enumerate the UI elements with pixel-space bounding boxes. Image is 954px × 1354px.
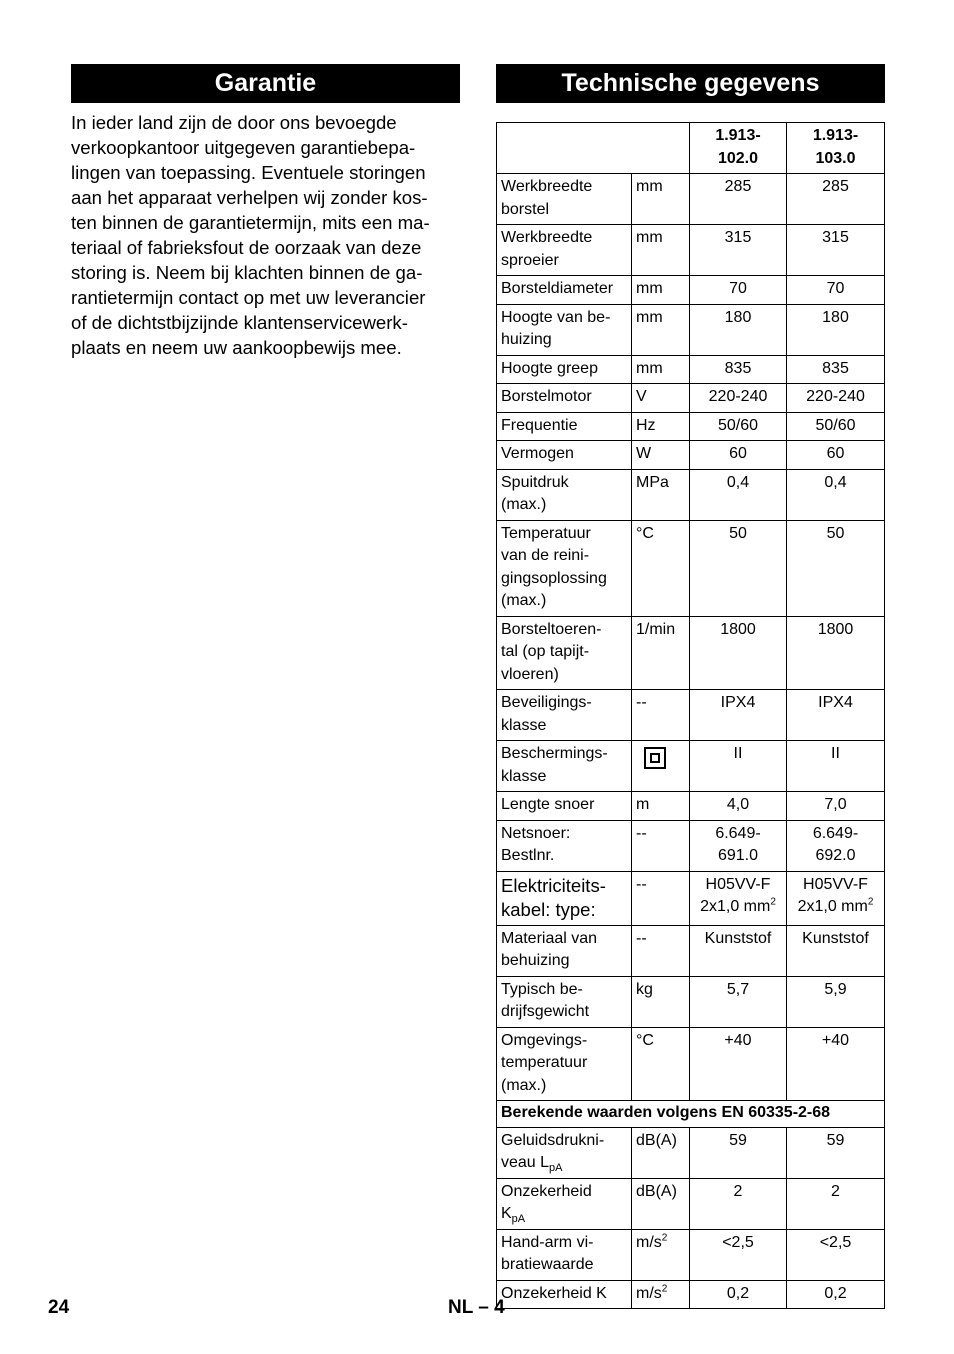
garantie-line: rantietermijn contact op met uw leverancier <box>71 287 426 308</box>
cell-line: Vermogen <box>501 445 574 462</box>
unit-text: -- <box>636 694 647 711</box>
garantie-text <box>71 110 463 360</box>
cell-line: Werkbreedte <box>501 229 593 246</box>
cell-line: Hoogte greep <box>501 359 598 377</box>
label-subscript: pA <box>511 1213 526 1226</box>
cell-line: 50/60 <box>717 416 759 434</box>
row-value-cell <box>787 1280 885 1309</box>
row-value-cell <box>787 792 885 821</box>
row-unit-cell <box>632 820 690 871</box>
cell-line: 7,0 <box>824 796 847 813</box>
cell-line: +40 <box>724 1031 752 1049</box>
row-value-cell <box>787 469 885 520</box>
row-label-cell <box>497 441 632 470</box>
row-value-cell <box>787 1178 885 1229</box>
row-label-cell <box>497 520 632 616</box>
cell-line: 315 <box>822 229 849 246</box>
cell-line: Borstelmotor <box>501 388 592 405</box>
table-row <box>497 976 885 1027</box>
row-value-cell <box>787 1027 885 1101</box>
cell-line: 692.0 <box>815 847 856 864</box>
cell-line <box>692 896 784 919</box>
row-value-cell <box>690 741 787 792</box>
cell-line: 2 <box>831 1182 840 1200</box>
row-value-cell <box>690 355 787 384</box>
cell-line: 1800 <box>720 620 756 638</box>
cell-line: Bestlnr. <box>501 847 555 864</box>
row-unit-cell <box>632 276 690 305</box>
row-value-cell <box>690 174 787 225</box>
row-unit-cell <box>632 925 690 976</box>
cell-line: drijfsgewicht <box>501 1003 590 1020</box>
garantie-line: verkoopkantoor uitgegeven garantiebepa- <box>71 137 416 158</box>
row-value-cell <box>787 820 885 871</box>
row-label-cell <box>497 741 632 792</box>
cell-line: 103.0 <box>815 149 856 167</box>
table-row <box>497 1229 885 1280</box>
cell-line: 1.913- <box>715 127 761 144</box>
cell-line: 285 <box>822 178 849 195</box>
cell-line: 60 <box>729 445 747 462</box>
row-value-cell <box>690 469 787 520</box>
row-value-cell <box>690 820 787 871</box>
cell-line: Materiaal van <box>501 929 598 947</box>
cell-line: Werkbreedte <box>501 178 593 195</box>
row-label-cell <box>497 820 632 871</box>
table-row <box>497 1178 885 1229</box>
table-row <box>497 1280 885 1309</box>
row-label-cell <box>497 1127 632 1178</box>
unit-text: -- <box>636 824 647 842</box>
cell-line: Hoogte van be- <box>501 308 611 326</box>
cell-line: 102.0 <box>717 149 759 167</box>
garantie-line: plaats en neem uw aankoopbewijs mee. <box>71 337 402 358</box>
unit-text: mm <box>636 308 663 326</box>
cell-line: Borsteltoeren- <box>501 620 602 638</box>
technical-data-heading: Technische gegevens <box>496 64 885 103</box>
unit-text: 1/min <box>636 620 676 638</box>
cell-line: 60 <box>826 445 845 462</box>
cell-line: Onzekerheid K <box>501 1284 607 1302</box>
cell-line: 5,7 <box>726 980 750 998</box>
unit-text: °C <box>636 1031 654 1049</box>
cell-line: Spuitdruk <box>501 473 569 491</box>
cell-line: <2,5 <box>819 1233 852 1251</box>
row-value-cell <box>787 976 885 1027</box>
cell-line: van de reini- <box>501 547 590 564</box>
cell-line: 70 <box>826 280 845 297</box>
unit-text: W <box>636 445 652 462</box>
row-value-cell <box>690 792 787 821</box>
cell-line: 50 <box>729 524 747 542</box>
row-value-cell <box>787 276 885 305</box>
row-value-cell <box>787 174 885 225</box>
row-value-cell <box>690 1280 787 1309</box>
table-row <box>497 469 885 520</box>
cell-line: 70 <box>729 280 747 297</box>
row-value-cell <box>787 412 885 441</box>
row-value-cell <box>690 690 787 741</box>
unit-text: mm <box>636 359 663 377</box>
row-value-cell <box>787 1127 885 1178</box>
table-row <box>497 1027 885 1101</box>
cell-line: H05VV-F <box>803 875 868 893</box>
row-label-cell <box>497 355 632 384</box>
cell-line: 59 <box>729 1131 747 1149</box>
cell-line: Typisch be- <box>501 980 583 998</box>
row-unit-cell <box>632 1178 690 1229</box>
row-unit-cell <box>632 976 690 1027</box>
cell-line: Temperatuur <box>501 524 591 542</box>
garantie-line: In ieder land zijn de door ons bevoegde <box>71 112 397 133</box>
unit-text: mm <box>636 280 663 297</box>
row-unit-cell <box>632 792 690 821</box>
cell-line: sproeier <box>501 251 559 269</box>
label-text: veau L <box>501 1154 550 1171</box>
cell-line: Kunststof <box>704 929 772 947</box>
cell-line: Borsteldiameter <box>501 280 614 297</box>
cell-line: IPX4 <box>818 694 853 711</box>
row-value-cell <box>787 871 885 925</box>
cell-line: Onzekerheid <box>501 1182 592 1200</box>
section-title: Berekende waarden volgens EN 60335-2-68 <box>497 1101 885 1128</box>
cell-line: temperatuur <box>501 1054 588 1071</box>
row-label-cell <box>497 792 632 821</box>
model-header-cell <box>690 123 787 174</box>
cell-line: II <box>831 745 840 762</box>
cell-line: 835 <box>724 359 752 377</box>
table-row <box>497 520 885 616</box>
model-header-cell <box>787 123 885 174</box>
row-unit-cell <box>632 225 690 276</box>
row-value-cell <box>690 384 787 413</box>
row-label-cell <box>497 384 632 413</box>
row-unit-cell <box>632 520 690 616</box>
value-superscript: 2 <box>770 896 776 908</box>
row-value-cell <box>690 925 787 976</box>
table-row <box>497 616 885 690</box>
row-label-cell <box>497 616 632 690</box>
cell-line: Geluidsdrukni- <box>501 1131 605 1149</box>
row-unit-cell <box>632 304 690 355</box>
garantie-line: storing is. Neem bij klachten binnen de ga- <box>71 262 423 283</box>
table-row <box>497 741 885 792</box>
row-value-cell <box>787 225 885 276</box>
cell-line: Kunststof <box>802 929 869 947</box>
garantie-line: aan het apparaat verhelpen wij zonder kos- <box>71 187 428 208</box>
cell-line: II <box>733 745 743 762</box>
cell-line: Netsnoer: <box>501 824 571 842</box>
row-value-cell <box>690 616 787 690</box>
unit-text: m/s <box>636 1284 662 1302</box>
row-value-cell <box>690 520 787 616</box>
cell-line: Frequentie <box>501 416 578 434</box>
section-row <box>497 1101 885 1128</box>
row-unit-cell <box>632 412 690 441</box>
cell-line: Omgevings- <box>501 1031 588 1049</box>
page-number: 24 <box>48 1297 70 1318</box>
cell-line: bratiewaarde <box>501 1256 594 1273</box>
garantie-line: ten binnen de garantietermijn, mits een ma- <box>71 212 430 233</box>
table-row <box>497 792 885 821</box>
cell-line: 220-240 <box>806 388 865 405</box>
cell-line: 59 <box>826 1131 845 1149</box>
unit-superscript: 2 <box>661 1232 668 1244</box>
row-value-cell <box>787 355 885 384</box>
row-label-cell <box>497 1229 632 1280</box>
row-label-cell <box>497 1178 632 1229</box>
unit-text: -- <box>636 875 647 893</box>
table-row <box>497 355 885 384</box>
row-label-cell <box>497 1027 632 1101</box>
cell-line: Hand-arm vi- <box>501 1233 594 1251</box>
row-unit-cell <box>632 1027 690 1101</box>
table-header-row <box>497 123 885 174</box>
cell-line: 285 <box>724 178 752 195</box>
table-row <box>497 174 885 225</box>
table-row <box>497 412 885 441</box>
unit-text: m/s <box>636 1233 662 1251</box>
unit-text: °C <box>636 524 654 542</box>
row-value-cell <box>690 225 787 276</box>
cell-line: 1800 <box>817 620 854 638</box>
unit-text: Hz <box>636 416 656 434</box>
table-row <box>497 225 885 276</box>
row-value-cell <box>787 304 885 355</box>
cell-line <box>501 1152 627 1175</box>
garantie-line: teriaal of fabrieksfout de oorzaak van deze <box>71 237 422 258</box>
row-value-cell <box>690 304 787 355</box>
table-row <box>497 441 885 470</box>
row-unit-cell <box>632 741 690 792</box>
row-label-cell <box>497 225 632 276</box>
row-value-cell <box>690 976 787 1027</box>
cell-line: 6.649- <box>812 824 859 842</box>
row-unit-cell <box>632 469 690 520</box>
cell-line: gingsoplossing <box>501 569 607 587</box>
row-value-cell <box>690 1027 787 1101</box>
table-row <box>497 276 885 305</box>
unit-text: m <box>636 796 650 813</box>
cell-line: <2,5 <box>722 1233 754 1251</box>
row-label-cell <box>497 174 632 225</box>
cell-line: Beschermings- <box>501 745 608 762</box>
cell-line: +40 <box>821 1031 850 1049</box>
row-unit-cell <box>632 441 690 470</box>
table-row <box>497 1127 885 1178</box>
cell-line: 50 <box>826 524 845 542</box>
table-row <box>497 871 885 925</box>
table-row <box>497 925 885 976</box>
row-label-cell <box>497 412 632 441</box>
technical-data-table <box>496 122 885 1309</box>
row-value-cell <box>787 520 885 616</box>
cell-line: behuizing <box>501 952 570 969</box>
header-empty-cell <box>497 123 690 174</box>
cell-line: 0,2 <box>824 1284 847 1302</box>
cell-line: 315 <box>724 229 752 246</box>
table-row <box>497 690 885 741</box>
cell-line: tal (op tapijt- <box>501 643 590 660</box>
value-superscript: 2 <box>867 896 874 908</box>
table-row <box>497 384 885 413</box>
cell-line: (max.) <box>501 1076 547 1094</box>
row-value-cell <box>690 871 787 925</box>
row-value-cell <box>787 690 885 741</box>
cell-line: IPX4 <box>720 694 756 711</box>
unit-text: V <box>636 388 647 405</box>
row-value-cell <box>690 441 787 470</box>
label-text: K <box>501 1205 512 1222</box>
cell-line: 50/60 <box>815 416 856 434</box>
row-unit-cell <box>632 174 690 225</box>
label-subscript: pA <box>549 1162 563 1175</box>
cell-line: huizing <box>501 331 552 348</box>
cell-line: 5,9 <box>824 980 847 998</box>
cell-line: (max.) <box>501 496 547 513</box>
cell-line: 220-240 <box>708 388 768 405</box>
row-unit-cell <box>632 1127 690 1178</box>
unit-text: dB(A) <box>636 1182 677 1200</box>
row-unit-cell <box>632 690 690 741</box>
cell-line: (max.) <box>501 592 547 609</box>
cell-line: 1.913- <box>812 127 859 144</box>
cell-line: 4,0 <box>726 796 750 813</box>
cell-line: 691.0 <box>717 847 759 864</box>
table-row <box>497 304 885 355</box>
garantie-line: of de dichtstbijzijnde klantenservicewerk- <box>71 312 408 333</box>
cell-line: 0,4 <box>824 473 847 491</box>
cell-line: klasse <box>501 716 547 734</box>
row-label-cell <box>497 871 632 925</box>
cell-line: 2 <box>733 1182 743 1200</box>
cell-line: H05VV-F <box>705 875 771 893</box>
cell-line: 6.649- <box>715 824 761 842</box>
value-text: 2x1,0 mm <box>700 898 771 915</box>
row-value-cell <box>787 925 885 976</box>
cell-line: kabel: type: <box>501 898 596 920</box>
row-value-cell <box>787 741 885 792</box>
row-value-cell <box>690 1229 787 1280</box>
cell-line: 0,2 <box>726 1284 750 1302</box>
row-unit-cell <box>632 871 690 925</box>
row-label-cell <box>497 976 632 1027</box>
row-unit-cell <box>632 1280 690 1309</box>
row-value-cell <box>690 1178 787 1229</box>
row-unit-cell <box>632 616 690 690</box>
cell-line: Lengte snoer <box>501 796 595 813</box>
row-label-cell <box>497 925 632 976</box>
cell-line: 0,4 <box>726 473 750 491</box>
unit-text: -- <box>636 929 647 947</box>
cell-line: borstel <box>501 200 550 218</box>
unit-text: mm <box>636 178 663 195</box>
unit-text: kg <box>636 980 653 998</box>
row-value-cell <box>690 1127 787 1178</box>
row-value-cell <box>787 1229 885 1280</box>
row-unit-cell <box>632 355 690 384</box>
unit-superscript: 2 <box>661 1283 668 1295</box>
cell-line <box>501 1203 627 1226</box>
value-text: 2x1,0 mm <box>797 898 868 915</box>
garantie-heading: Garantie <box>71 64 460 103</box>
cell-line <box>789 896 882 919</box>
cell-line: 835 <box>822 359 849 377</box>
cell-line: klasse <box>501 767 547 785</box>
cell-line: 180 <box>822 308 849 326</box>
row-unit-cell <box>632 384 690 413</box>
unit-text: mm <box>636 229 663 246</box>
row-value-cell <box>787 384 885 413</box>
row-unit-cell <box>632 1229 690 1280</box>
row-value-cell <box>690 276 787 305</box>
row-label-cell <box>497 276 632 305</box>
cell-line: Elektriciteits- <box>501 874 606 896</box>
row-label-cell <box>497 304 632 355</box>
language-page-label: NL – 4 <box>448 1297 505 1318</box>
row-label-cell <box>497 1280 632 1309</box>
unit-text: MPa <box>636 473 669 491</box>
table-row <box>497 820 885 871</box>
cell-line: vloeren) <box>501 665 559 683</box>
row-label-cell <box>497 690 632 741</box>
row-label-cell <box>497 469 632 520</box>
row-value-cell <box>787 441 885 470</box>
cell-line: 180 <box>724 308 752 326</box>
row-value-cell <box>690 412 787 441</box>
row-value-cell <box>787 616 885 690</box>
protection-class-ii-icon <box>644 747 666 769</box>
garantie-line: lingen van toepassing. Eventuele storingen <box>71 162 426 183</box>
unit-text: dB(A) <box>636 1131 677 1149</box>
cell-line: Beveiligings- <box>501 694 592 711</box>
